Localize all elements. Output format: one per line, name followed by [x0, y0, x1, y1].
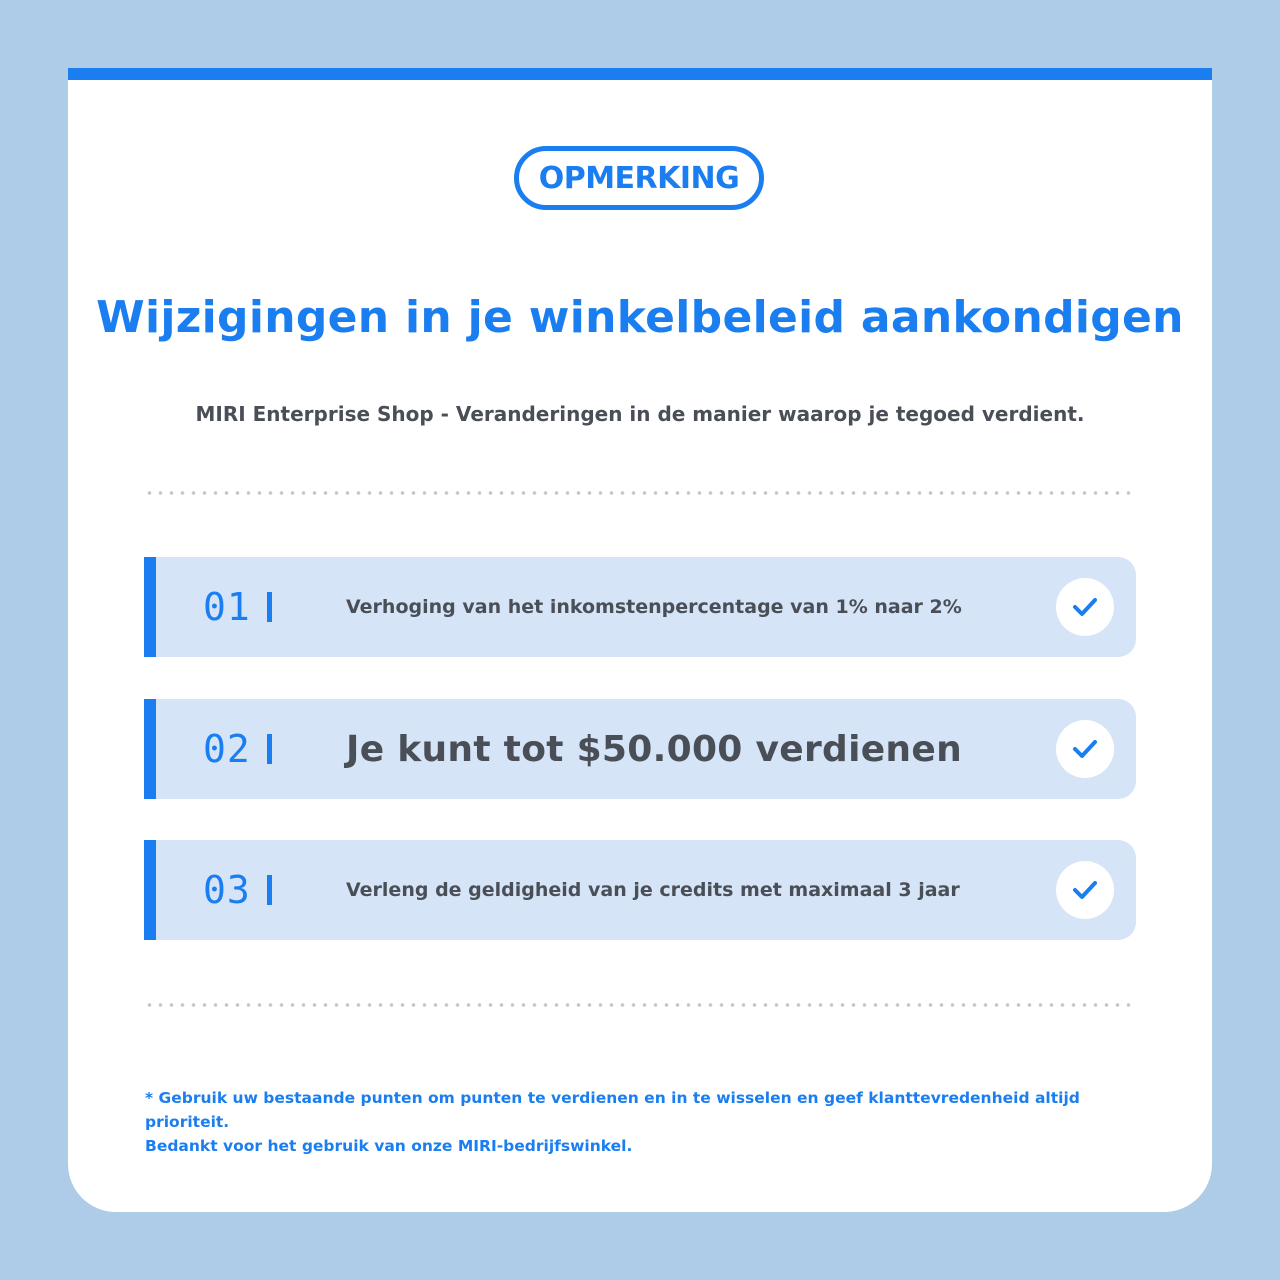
- page-title: Wijzigingen in je winkelbeleid aankondigen: [96, 292, 1184, 343]
- check-icon: [1056, 578, 1114, 636]
- list-item: [144, 557, 1136, 657]
- announcement-card: [68, 68, 1212, 1212]
- item-text: Verleng de geldigheid van je credits met maximaal 3 jaar: [346, 879, 960, 901]
- number-separator: [267, 592, 272, 622]
- notice-badge: [514, 146, 764, 210]
- item-text: Verhoging van het inkomstenpercentage van 1% naar 2%: [346, 596, 962, 618]
- item-number-text: 03: [203, 868, 251, 912]
- item-number: [203, 840, 272, 940]
- item-number-text: 02: [203, 727, 251, 771]
- check-icon: [1056, 861, 1114, 919]
- check-icon: [1056, 720, 1114, 778]
- divider-bottom: [144, 1003, 1136, 1007]
- item-text: Je kunt tot $50.000 verdienen: [346, 728, 963, 770]
- divider-top: [144, 491, 1136, 495]
- item-number: [203, 557, 272, 657]
- footnote-line-1: * Gebruik uw bestaande punten om punten te verdienen en in te wisselen en geef klanttevredenheid altijd prioriteit.: [145, 1089, 1080, 1131]
- page-subtitle: MIRI Enterprise Shop - Veranderingen in de manier waarop je tegoed verdient.: [195, 402, 1085, 426]
- number-separator: [267, 875, 272, 905]
- item-number-text: 01: [203, 585, 251, 629]
- item-number: [203, 699, 272, 799]
- number-separator: [267, 734, 272, 764]
- footnote: [145, 1086, 1155, 1158]
- notice-badge-label: OPMERKING: [538, 160, 740, 196]
- list-item: [144, 840, 1136, 940]
- footnote-line-2: Bedankt voor het gebruik van onze MIRI-bedrijfswinkel.: [145, 1137, 633, 1155]
- list-item: [144, 699, 1136, 799]
